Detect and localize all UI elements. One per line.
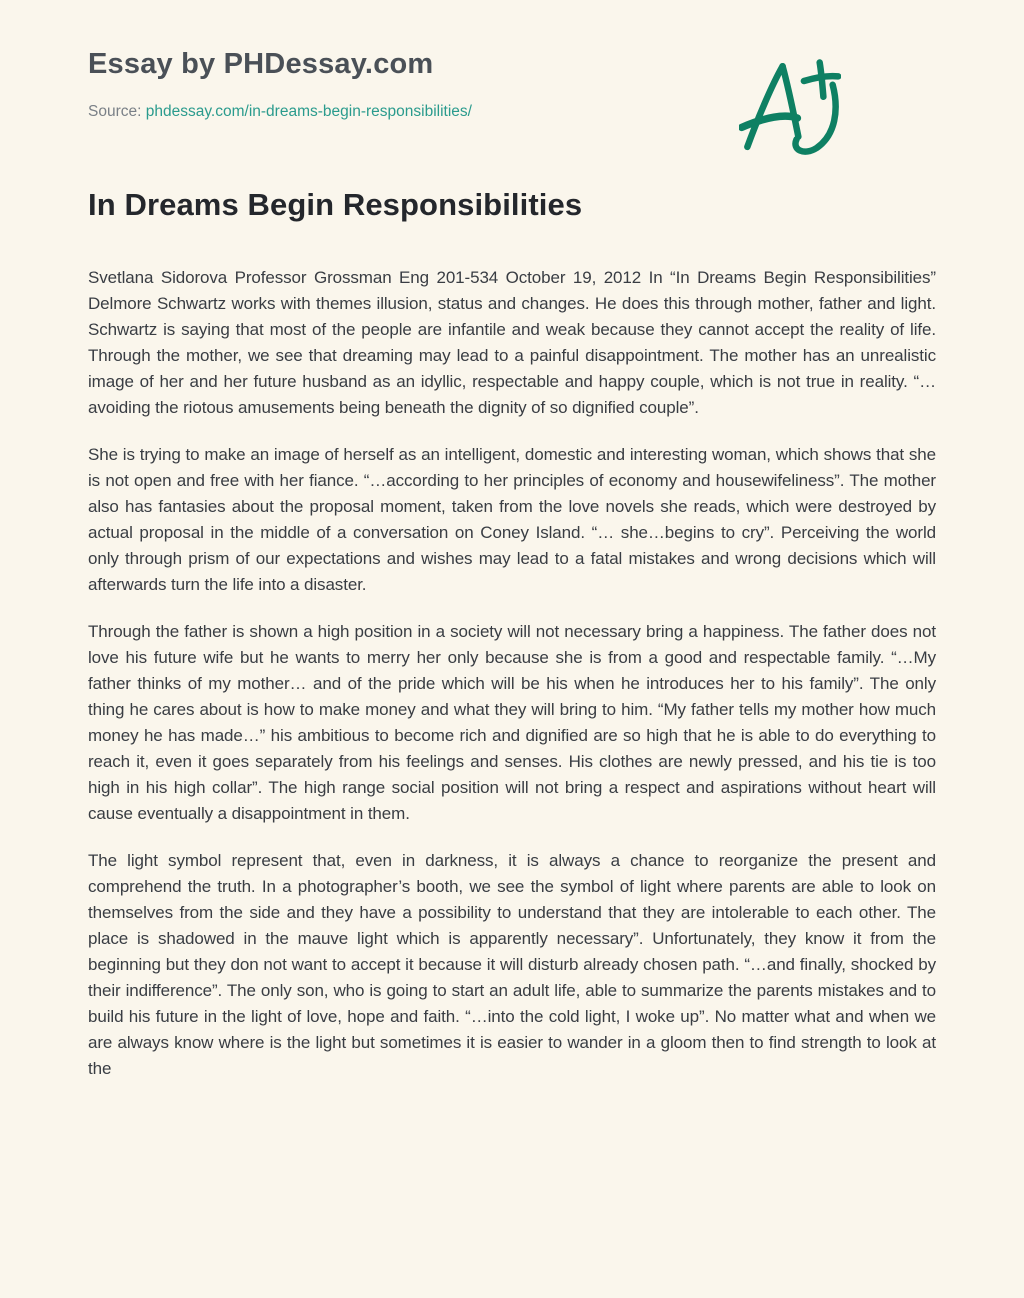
header-title: Essay by PHDessay.com xyxy=(88,48,434,80)
source-link[interactable]: phdessay.com/in-dreams-begin-responsibilities/ xyxy=(145,103,472,120)
essay-title: In Dreams Begin Responsibilities xyxy=(88,187,583,222)
essay-paragraph-1: Svetlana Sidorova Professor Grossman Eng 201-534 October 19, 2012 In “In Dreams Begin Responsibilities” Delmore Schwartz works with themes illusion, status and changes. He does this through mother, father and light. Schwartz is saying that most of the people are infantile and weak because they cannot accept the reality of life. Through the mother, we see that dreaming may lead to a painful disappointment. The mother has an unrealistic image of her and her future husband as an idyllic, respectable and happy couple, which is not true in reality. “… avoiding the riotous amusements being beneath the dignity of so dignified couple”. xyxy=(88,268,936,417)
essay-paragraph-2: She is trying to make an image of herself as an intelligent, domestic and interesting woman, which shows that she is not open and free with her fiance. “…according to her principles of economy and housewifeliness”. The mother also has fantasies about the proposal moment, taken from the love novels she reads, which were destroyed by actual proposal in the middle of a conversation on Coney Island. “… she…begins to cry”. Perceiving the world only through prism of our expectations and wishes may lead to a fatal mistakes and wrong decisions which will afterwards turn the life into a disaster. xyxy=(88,445,936,594)
essay-paragraph-4: The light symbol represent that, even in darkness, it is always a chance to reorganize the present and comprehend the truth. In a photographer’s booth, we see the symbol of light where parents are able to look on themselves from the side and they have a possibility to understand that they are intolerable to each other. The place is shadowed in the mauve light which is apparently necessary”. Unfortunately, they know it from the beginning but they don not want to accept it because it will disturb already chosen path. “…and finally, shocked by their indifference”. The only son, who is going to start an adult life, able to summarize the parents mistakes and to build his future in the light of love, hope and faith. “…into the cold light, I woke up”. No matter what and when we are always know where is the light but sometimes it is easier to wander in a gloom then to find strength to look at the xyxy=(88,851,936,1078)
essay-body xyxy=(88,265,936,1082)
a-plus-logo-icon xyxy=(739,56,841,158)
essay-paragraph-3: Through the father is shown a high position in a society will not necessary bring a happiness. The father does not love his future wife but he wants to merry her only because she is from a good and respectable family. “…My father thinks of my mother… and of the pride which will be his when he introduces her to his family”. The only thing he cares about is how to make money and what they will bring to him. “My father tells my mother how much money he has made…” his ambitious to become rich and dignified are so high that he is able to do everything to reach it, even it goes separately from his feelings and senses. His clothes are newly pressed, and his tie is too high in his high collar”. The high range social position will not bring a respect and aspirations without heart will cause eventually a disappointment in them. xyxy=(88,622,936,823)
source-label: Source: xyxy=(88,103,142,120)
document-header xyxy=(88,0,936,121)
